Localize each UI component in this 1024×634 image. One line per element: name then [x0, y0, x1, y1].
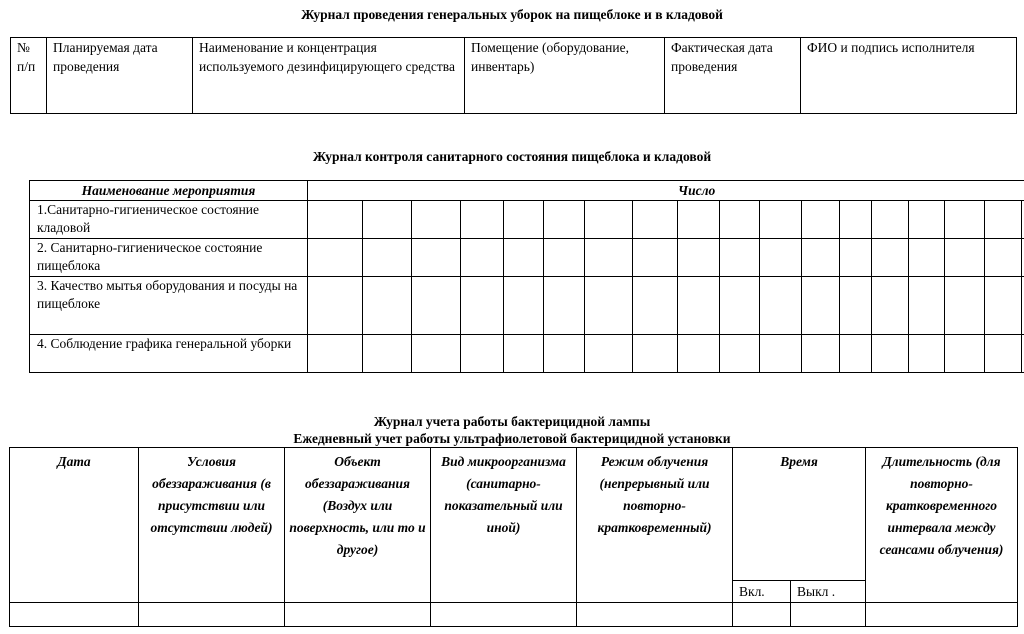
journal2-title: Журнал контроля санитарного состояния пищеблока и кладовой [312, 149, 712, 164]
header-time-on: Вкл. [733, 581, 791, 603]
header-time-off: Выкл . [791, 581, 866, 603]
header-conditions: Условия обеззараживания (в присутствии или отсутствии людей) [139, 448, 285, 603]
activity-row-2: 2. Санитарно-гигиеническое состояние пищеблока [30, 239, 308, 277]
journal1-title: Журнал проведения генеральных уборок на пищеблоке и в кладовой [301, 7, 723, 22]
cleaning-journal-table [10, 37, 1017, 114]
sanitary-control-table [29, 180, 1024, 373]
header-object: Объект обеззараживания (Воздух или поверхность, или то и другое) [285, 448, 431, 603]
header-room: Помещение (оборудование, инвентарь) [465, 38, 665, 114]
header-duration: Длительность (для повторно-кратковременного интервала между сеансами облучения) [866, 448, 1018, 603]
header-actual-date: Фактическая дата проведения [665, 38, 801, 114]
header-number: № п/п [11, 38, 47, 114]
header-microorganism: Вид микроорганизма (санитарно-показательный или иной) [431, 448, 577, 603]
header-date: Число [308, 181, 1024, 201]
header-planned-date: Планируемая дата проведения [47, 38, 193, 114]
header-mode: Режим облучения (непрерывный или повторно-кратковременный) [577, 448, 733, 603]
header-date: Дата [10, 448, 139, 603]
activity-row-4: 4. Соблюдение графика генеральной уборки [30, 335, 308, 373]
header-time: Время [733, 448, 866, 581]
header-activity: Наименование мероприятия [30, 181, 308, 201]
activity-row-1: 1.Санитарно-гигиеническое состояние кладовой [30, 201, 308, 239]
activity-row-3: 3. Качество мытья оборудования и посуды на пищеблоке [30, 277, 308, 335]
journal3-subtitle: Ежедневный учет работы ультрафиолетовой бактерицидной установки [293, 431, 731, 446]
journal3-title: Журнал учета работы бактерицидной лампы [373, 414, 651, 429]
header-executor: ФИО и подпись исполнителя [801, 38, 1017, 114]
uv-lamp-table [9, 447, 1018, 627]
table-row [10, 603, 1018, 627]
header-disinfectant: Наименование и концентрация используемого дезинфицирующего средства [193, 38, 465, 114]
